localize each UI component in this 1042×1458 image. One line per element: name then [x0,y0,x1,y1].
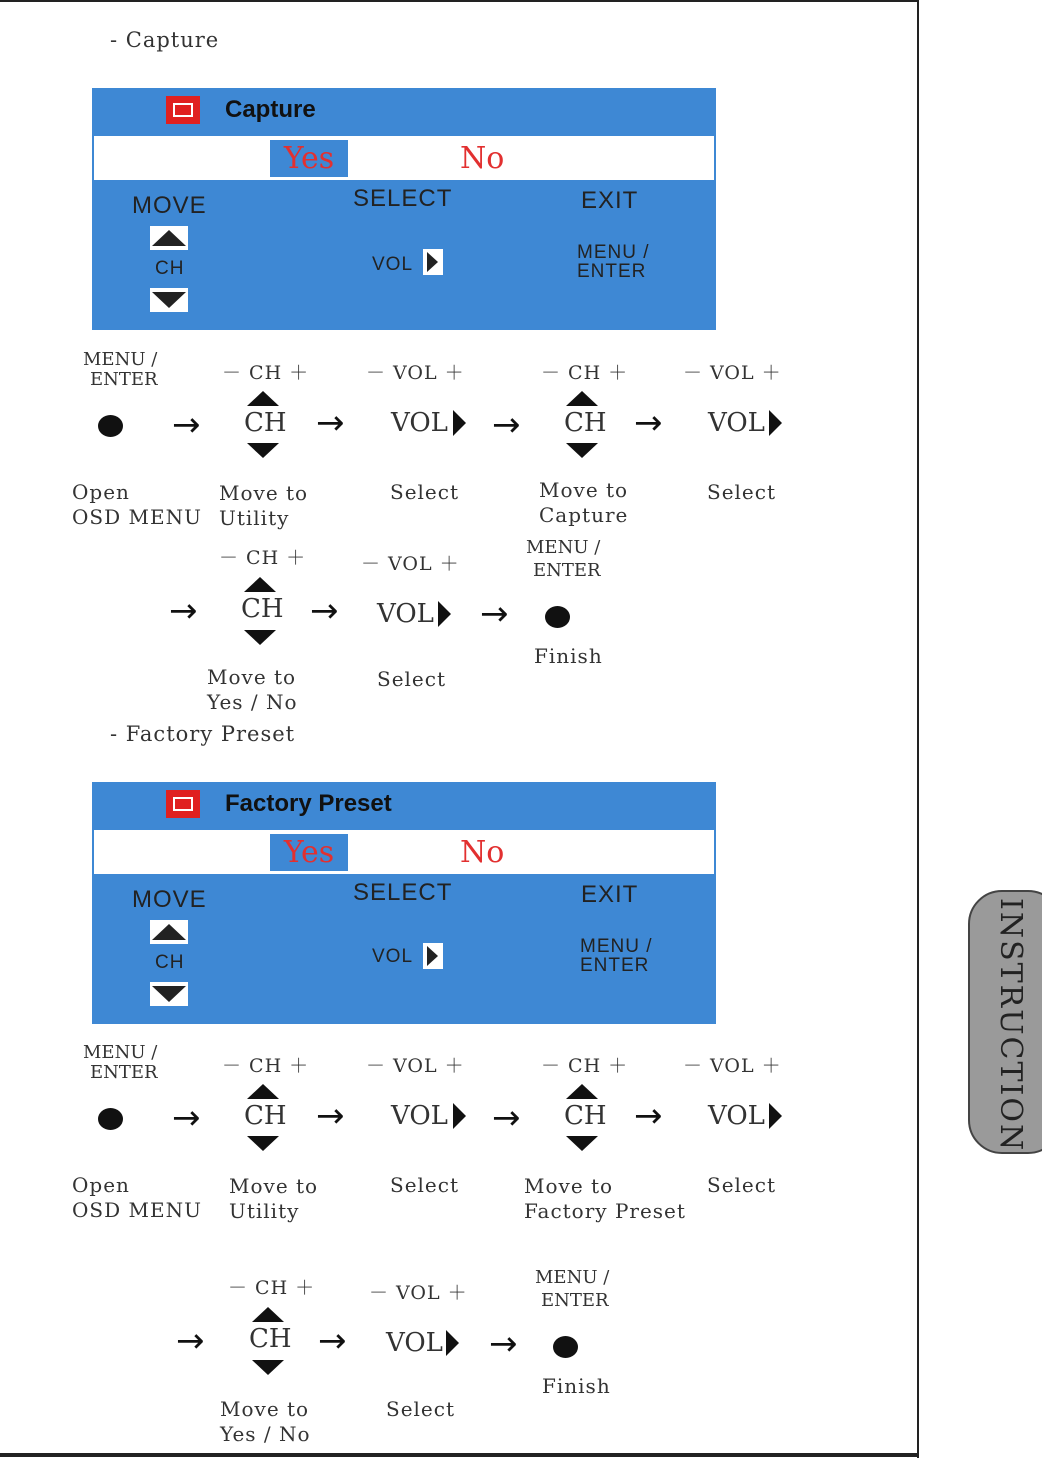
caption-select: Select [707,480,777,504]
right-arrow-icon [769,1103,782,1129]
caption-target: Capture [539,503,629,527]
down-arrow-icon [252,1360,284,1375]
osd-title: Factory Preset [225,790,392,817]
caption-select: Select [386,1397,456,1421]
caption-finish: Finish [542,1374,611,1398]
flow-ch: CH [241,594,284,624]
osd-yes-option[interactable]: Yes [270,140,348,177]
button-dot-icon [98,415,123,437]
flow-arrow-icon: → [169,591,198,631]
page-border-top [0,0,919,2]
osd-capture [92,88,716,330]
page-border-bottom [0,1453,919,1457]
osd-factory-preset [92,782,716,1024]
caption-move-to: Move to [229,1174,319,1198]
flow-ch: CH [244,408,287,438]
flow-arrow-icon: → [489,1324,518,1364]
flow-enter-label: ENTER [533,560,601,581]
flow-enter-label: ENTER [90,369,158,390]
flow-vol-pm: － VOL ＋ [366,362,465,384]
osd-yes-option[interactable]: Yes [270,834,348,871]
flow-ch-pm: － CH ＋ [222,362,310,384]
page-border-right [917,0,919,1458]
flow-enter-label: ENTER [90,1062,158,1083]
right-arrow-icon [423,943,443,969]
caption-open: Open [72,1173,130,1197]
caption-yes-no: Yes / No [207,690,298,714]
down-arrow-icon [150,288,188,312]
down-arrow-icon [247,443,279,458]
flow-arrow-icon: → [492,1098,521,1138]
flow-arrow-icon: → [634,403,663,443]
caption-move-to: Move to [207,665,297,689]
osd-vol-label: VOL [372,254,414,275]
window-icon [166,96,200,124]
caption-utility: Utility [229,1199,300,1223]
flow-arrow-icon: → [172,1098,201,1138]
caption-move-to: Move to [220,1397,310,1421]
flow-menu-label: MENU / [526,537,601,558]
osd-option-bar [94,830,714,874]
button-dot-icon [553,1336,578,1358]
flow-ch-pm: － CH ＋ [222,1055,310,1077]
caption-select: Select [390,480,460,504]
flow-ch: CH [244,1101,287,1131]
down-arrow-icon [244,630,276,645]
caption-osd-menu: OSD MENU [72,1198,202,1222]
up-arrow-icon [244,577,276,592]
flow-vol: VOL [386,1328,443,1358]
flow-vol-pm: － VOL ＋ [361,553,460,575]
flow-ch: CH [249,1324,292,1354]
osd-menu-label: MENU / [577,242,650,263]
flow-vol-pm: － VOL ＋ [683,362,782,384]
osd-title: Capture [225,96,316,123]
caption-select: Select [707,1173,777,1197]
flow-ch: CH [564,408,607,438]
caption-yes-no: Yes / No [220,1422,311,1446]
flow-vol: VOL [391,1101,448,1131]
caption-utility: Utility [219,506,290,530]
flow-ch-pm: － CH ＋ [541,362,629,384]
caption-select: Select [377,667,447,691]
window-icon [166,790,200,818]
right-arrow-icon [438,601,451,627]
flow-arrow-icon: → [316,403,345,443]
osd-no-option[interactable]: No [460,141,505,176]
right-arrow-icon [453,1103,466,1129]
down-arrow-icon [566,443,598,458]
up-arrow-icon [247,391,279,406]
flow-vol-pm: － VOL ＋ [366,1055,465,1077]
caption-select: Select [390,1173,460,1197]
up-arrow-icon [566,1084,598,1099]
osd-enter-label: ENTER [577,261,647,282]
flow-arrow-icon: → [492,405,521,445]
right-arrow-icon [453,410,466,436]
flow-vol-pm: － VOL ＋ [683,1055,782,1077]
up-arrow-icon [252,1307,284,1322]
up-arrow-icon [566,391,598,406]
osd-move-label: MOVE [132,192,207,219]
flow-ch: CH [564,1101,607,1131]
flow-vol: VOL [708,408,765,438]
osd-select-label: SELECT [353,185,453,212]
flow-vol: VOL [708,1101,765,1131]
osd-ch-label: CH [155,258,185,279]
up-arrow-icon [150,226,188,250]
flow-arrow-icon: → [318,1321,347,1361]
flow-menu-label: MENU / [535,1267,610,1288]
caption-osd-menu: OSD MENU [72,505,202,529]
instruction-tab-label: INSTRUCTION [993,898,1028,1153]
up-arrow-icon [247,1084,279,1099]
flow-arrow-icon: → [316,1096,345,1136]
right-arrow-icon [769,410,782,436]
osd-option-bar [94,136,714,180]
osd-exit-label: EXIT [581,881,639,908]
section-heading-factory-preset: - Factory Preset [110,722,296,746]
caption-move-to: Move to [219,481,309,505]
osd-no-option[interactable]: No [460,835,505,870]
flow-arrow-icon: → [480,594,509,634]
button-dot-icon [98,1108,123,1130]
osd-ch-label: CH [155,952,185,973]
flow-arrow-icon: → [172,405,201,445]
osd-select-label: SELECT [353,879,453,906]
osd-menu-label: MENU / [580,936,653,957]
flow-menu-label: MENU / [83,1042,158,1063]
flow-ch-pm: － CH ＋ [228,1277,316,1299]
osd-move-label: MOVE [132,886,207,913]
down-arrow-icon [150,982,188,1006]
button-dot-icon [545,606,570,628]
flow-ch-pm: － CH ＋ [219,547,307,569]
caption-finish: Finish [534,644,603,668]
down-arrow-icon [566,1136,598,1151]
up-arrow-icon [150,920,188,944]
osd-exit-label: EXIT [581,187,639,214]
flow-vol: VOL [377,599,434,629]
caption-move-to: Move to [539,478,629,502]
osd-vol-label: VOL [372,946,414,967]
caption-move-to: Move to [524,1174,614,1198]
flow-arrow-icon: → [310,591,339,631]
flow-vol-pm: － VOL ＋ [369,1282,468,1304]
flow-vol: VOL [391,408,448,438]
section-heading-capture: - Capture [110,28,220,52]
right-arrow-icon [423,249,443,275]
flow-enter-label: ENTER [541,1290,609,1311]
osd-enter-label: ENTER [580,955,650,976]
flow-ch-pm: － CH ＋ [541,1055,629,1077]
flow-menu-label: MENU / [83,349,158,370]
down-arrow-icon [247,1136,279,1151]
caption-open: Open [72,480,130,504]
right-arrow-icon [446,1330,459,1356]
flow-arrow-icon: → [176,1321,205,1361]
caption-target: Factory Preset [524,1199,686,1223]
flow-arrow-icon: → [634,1096,663,1136]
